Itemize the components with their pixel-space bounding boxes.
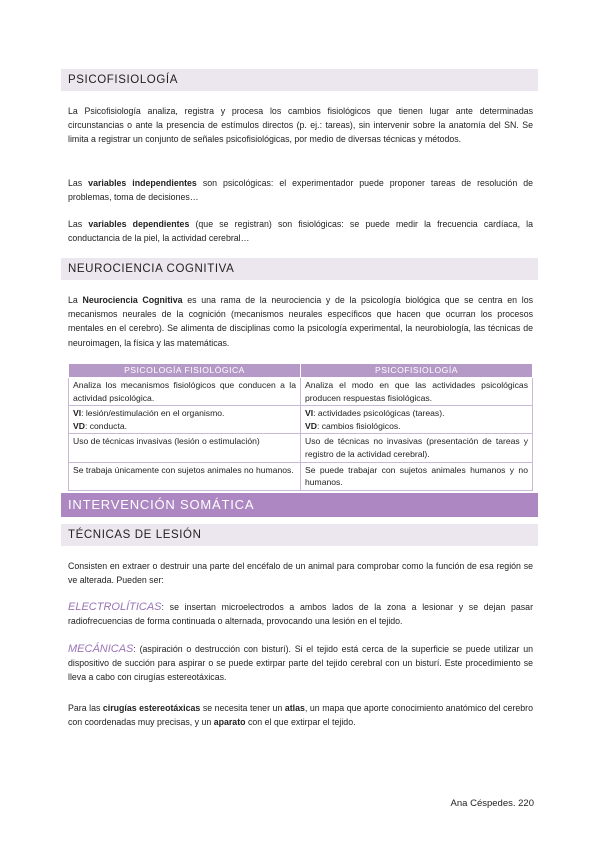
paragraph-estereotaxicas: Para las cirugías estereotáxicas se necesita tener un atlas, un mapa que aporte conocimiento anatómico del cerebro con coordenadas muy precisas, y un aparato con el que extirpar el tejido. — [68, 703, 533, 728]
table-header: PSICOFISIOLOGÍA — [301, 364, 533, 378]
section-title: PSICOFISIOLOGÍA — [68, 74, 178, 86]
section-tecnicas — [61, 524, 538, 546]
paragraph-dependent-variables: Las variables dependientes (que se registran) son fisiológicas: se puede medir la frecuencia cardíaca, la conductancia de la piel, la actividad cerebral… — [68, 219, 534, 244]
page-footer: Ana Céspedes. 220 — [450, 798, 534, 809]
table-row — [69, 378, 533, 406]
paragraph-electroliticas: ELECTROLÍTICAS: se insertan microelectrodos a ambos lados de la zona a lesionar y se dejan pasar radiofrecuencias de forma continuada o alternada, provocando una lesión en el tejido. — [68, 601, 533, 627]
section-psicofisiologia — [61, 69, 538, 91]
comparison-table — [68, 363, 533, 491]
table-cell: Analiza el modo en que las actividades psicológicas producen respuestas fisiológicas. — [301, 378, 533, 406]
section-intervencion — [61, 493, 538, 517]
section-neurociencia — [61, 258, 538, 280]
paragraph-lesion-intro: Consisten en extraer o destruir una parte del encéfalo de un animal para comprobar como la función de esa región se ve alterada. Pueden ser: — [68, 561, 533, 586]
table-cell: VI: lesión/estimulación en el organismo. VD: conducta. — [69, 406, 301, 434]
table-header: PSICOLOGÍA FISIOLÓGICA — [69, 364, 301, 378]
table-header-row — [69, 364, 533, 378]
table-cell: Se puede trabajar con sujetos animales humanos y no humanos. — [301, 462, 533, 490]
table-cell: Uso de técnicas invasivas (lesión o estimulación) — [69, 434, 301, 462]
table-cell: Analiza los mecanismos fisiológicos que conducen a la actividad psicológica. — [69, 378, 301, 406]
section-title: TÉCNICAS DE LESIÓN — [68, 529, 202, 541]
table-cell: Se trabaja únicamente con sujetos animales no humanos. — [69, 462, 301, 490]
paragraph-definition: La Psicofisiología analiza, registra y procesa los cambios fisiológicos que tienen lugar ante determinadas circunstancias o ante la presencia de estímulos directos (p. ej.: tareas), sin intervenir sobre la anatomía del SN. Se limita a registrar un conjunto de señales psicofisiológicas, por medio de diversas técnicas y métodos. — [68, 106, 533, 145]
section-title: NEUROCIENCIA COGNITIVA — [68, 263, 235, 275]
paragraph-independent-variables: Las variables independientes son psicológicas: el experimentador puede proponer tareas de resolución de problemas, toma de decisiones… — [68, 178, 533, 203]
term-electroliticas: ELECTROLÍTICAS — [68, 601, 162, 613]
table-row — [69, 462, 533, 490]
table-cell: Uso de técnicas no invasivas (presentación de tareas y registro de la actividad cerebral). — [301, 434, 533, 462]
table-row — [69, 434, 533, 462]
table-cell: VI: actividades psicológicas (tareas). VD: cambios fisiológicos. — [301, 406, 533, 434]
paragraph-mecanicas: MECÁNICAS: (aspiración o destrucción con bisturí). Si el tejido está cerca de la superficie se puede utilizar un dispositivo de succión para aspirar o se puede extirpar parte del tejido cerebral con un bisturí. Este procedimiento se lleva a cabo con cirugías estereotáxicas. — [68, 643, 533, 683]
term-mecanicas: MECÁNICAS — [68, 643, 134, 655]
paragraph-neurociencia: La Neurociencia Cognitiva es una rama de la neurociencia y de la psicología biológica que se centra en los mecanismos neurales de la cognición (mecanismos neurales específicos que hacen que ocurran los procesos mentales en el cerebro). Se alimenta de disciplinas como la psicología experimental, la neurobiología, las técnicas de neuroimagen, la física y las matemáticas. — [68, 295, 533, 348]
table-row — [69, 406, 533, 434]
section-title: INTERVENCIÓN SOMÁTICA — [68, 497, 255, 512]
